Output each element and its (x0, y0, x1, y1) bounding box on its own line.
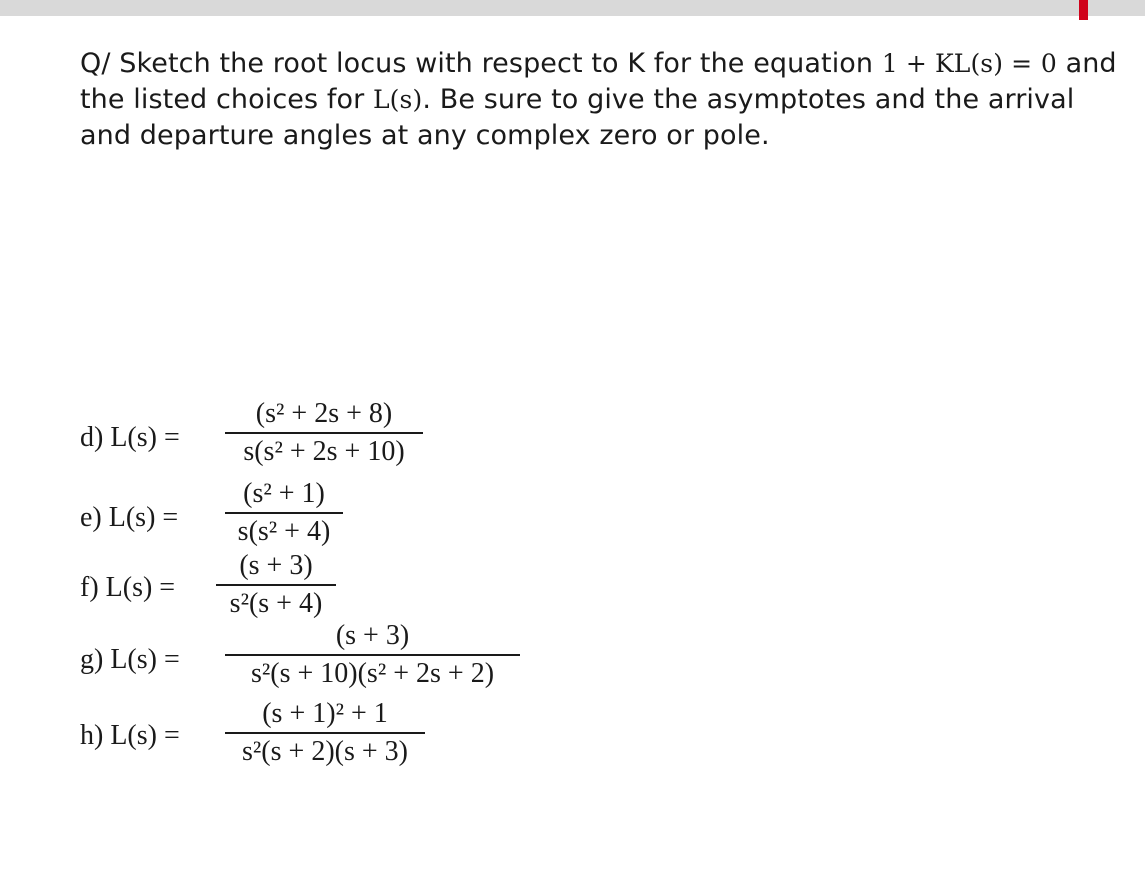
denominator: s(s² + 2s + 10) (243, 436, 405, 467)
denominator: s(s² + 4) (237, 516, 331, 547)
numerator: (s² + 2s + 8) (255, 398, 393, 429)
top-bar (0, 0, 1145, 16)
fraction (216, 550, 336, 620)
fraction-bar (216, 584, 336, 586)
question-part-3: . Be sure to give the asymptotes and the arrival and departure angles at any complex zero or pole. (80, 84, 1075, 151)
equation-label: f) L(s) = (80, 572, 176, 603)
numerator: (s + 3) (335, 620, 410, 651)
fraction-bar (225, 432, 423, 434)
numerator: (s + 3) (239, 550, 313, 581)
fraction (225, 478, 343, 548)
fraction (225, 698, 425, 768)
question-math-1: 1 + KL(s) = (881, 49, 1033, 78)
question-math-2: 0 (1040, 49, 1057, 78)
fraction-bar (225, 732, 425, 734)
question-part-2: and the listed choices for (80, 48, 1117, 115)
equation-label: h) L(s) = (80, 720, 180, 751)
numerator: (s + 1)² + 1 (262, 698, 388, 729)
denominator: s²(s + 2)(s + 3) (242, 736, 408, 767)
top-accent-mark (1079, 0, 1088, 20)
fraction (225, 620, 520, 690)
equation-label: g) L(s) = (80, 644, 180, 675)
denominator: s²(s + 10)(s² + 2s + 2) (250, 658, 495, 689)
denominator: s²(s + 4) (229, 588, 323, 619)
fraction-bar (225, 512, 343, 514)
question-part-1: Q/ Sketch the root locus with respect to K for the equation (80, 48, 882, 79)
fraction-bar (225, 654, 520, 656)
equation-label: d) L(s) = (80, 422, 180, 453)
numerator: (s² + 1) (243, 478, 325, 509)
equation-label: e) L(s) = (80, 502, 179, 533)
question-text (80, 46, 1120, 154)
question-math-3: L(s) (372, 85, 423, 114)
fraction (225, 398, 423, 468)
